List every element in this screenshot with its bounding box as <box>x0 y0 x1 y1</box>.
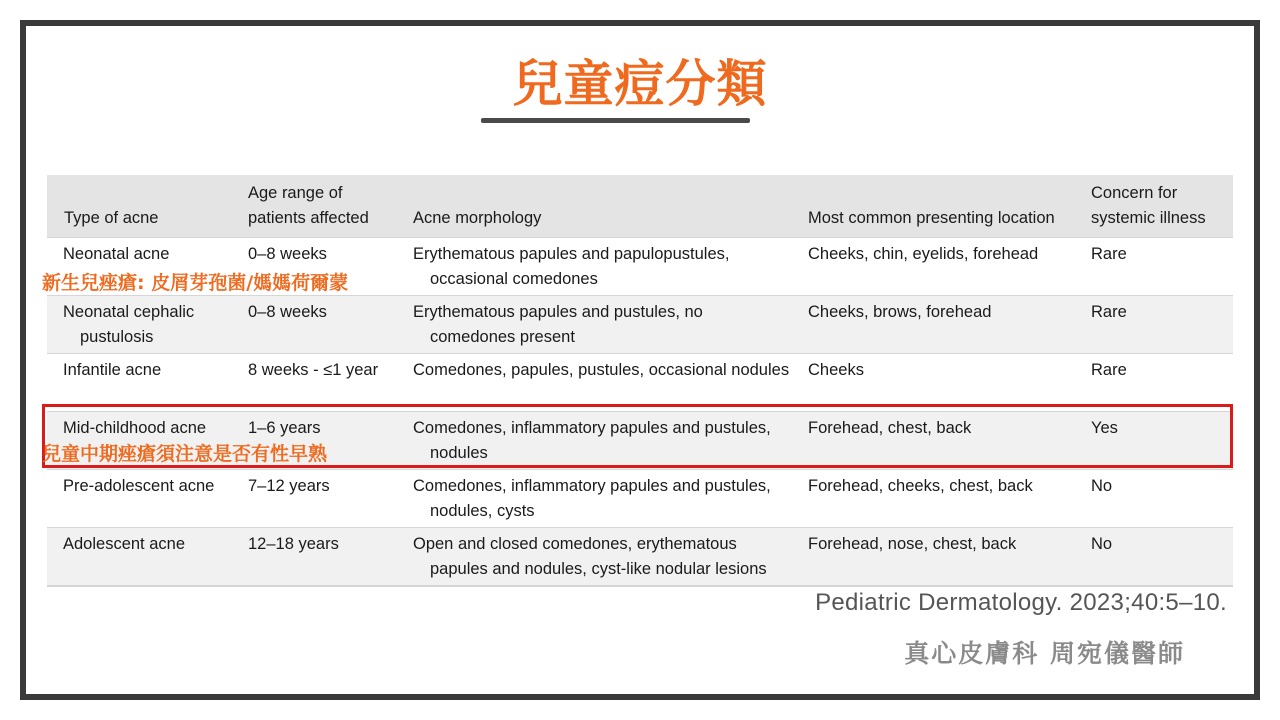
morphology-text: Comedones, inflammatory papules and pustules, nodules, cysts <box>413 476 771 520</box>
cell-type <box>47 527 232 585</box>
cell-age: 8 weeks - ≤1 year <box>232 353 397 411</box>
neonatal-annotation: 新生兒痤瘡: 皮屑芽孢菌/媽媽荷爾蒙 <box>42 272 349 294</box>
type-text: Pre-adolescent acne <box>63 476 215 495</box>
cell-location: Cheeks, chin, eyelids, forehead <box>792 237 1075 295</box>
morphology-text: Open and closed comedones, erythematous papules and nodules, cyst-like nodular lesions <box>413 534 767 578</box>
cell-age: 0–8 weeks <box>232 237 397 295</box>
slide-title: 兒童痘分類 <box>512 55 768 113</box>
cell-location: Cheeks <box>792 353 1075 411</box>
cell-concern: Rare <box>1075 353 1233 411</box>
cell-age: 12–18 years <box>232 527 397 585</box>
type-text: Neonatal cephalic pustulosis <box>63 302 195 346</box>
acne-classification-table <box>47 175 1233 587</box>
morphology-text: Erythematous papules and papulopustules, occasional comedones <box>413 244 730 288</box>
cell-morphology <box>397 527 792 585</box>
cell-concern: Rare <box>1075 295 1233 353</box>
morphology-text: Comedones, inflammatory papules and pustules, nodules <box>413 418 771 462</box>
midchildhood-annotation: 兒童中期痤瘡須注意是否有性早熟 <box>42 443 328 465</box>
cell-type <box>47 469 232 527</box>
cell-age: 7–12 years <box>232 469 397 527</box>
cell-type <box>47 295 232 353</box>
table-row <box>47 353 1233 411</box>
title-underline <box>481 118 750 123</box>
cell-morphology <box>397 353 792 411</box>
cell-age: 1–6 years <box>232 411 397 469</box>
type-text: Infantile acne <box>63 360 162 379</box>
table-header-row <box>47 175 1233 237</box>
type-text: Adolescent acne <box>63 534 186 553</box>
header-age: Age range of patients affected <box>232 175 397 237</box>
table-bottom-rule <box>47 585 1233 587</box>
table-row <box>47 469 1233 527</box>
table-row <box>47 295 1233 353</box>
cell-morphology <box>397 469 792 527</box>
cell-morphology <box>397 295 792 353</box>
header-type: Type of acne <box>47 175 232 237</box>
table-row <box>47 527 1233 585</box>
cell-age: 0–8 weeks <box>232 295 397 353</box>
cell-morphology <box>397 237 792 295</box>
type-text: Mid-childhood acne <box>63 418 207 437</box>
cell-location: Forehead, cheeks, chest, back <box>792 469 1075 527</box>
morphology-text: Comedones, papules, pustules, occasional nodules <box>413 360 790 379</box>
cell-location: Forehead, nose, chest, back <box>792 527 1075 585</box>
cell-concern: Rare <box>1075 237 1233 295</box>
cell-type <box>47 353 232 411</box>
cell-location: Forehead, chest, back <box>792 411 1075 469</box>
cell-concern: No <box>1075 527 1233 585</box>
header-morphology: Acne morphology <box>397 175 792 237</box>
type-text: Neonatal acne <box>63 244 170 263</box>
cell-location: Cheeks, brows, forehead <box>792 295 1075 353</box>
cell-concern: No <box>1075 469 1233 527</box>
signature: 真心皮膚科 周宛儀醫師 <box>904 639 1185 668</box>
citation: Pediatric Dermatology. 2023;40:5–10. <box>815 589 1227 616</box>
header-location: Most common presenting location <box>792 175 1075 237</box>
header-concern: Concern for systemic illness <box>1075 175 1233 237</box>
cell-concern: Yes <box>1075 411 1233 469</box>
morphology-text: Erythematous papules and pustules, no comedones present <box>413 302 703 346</box>
